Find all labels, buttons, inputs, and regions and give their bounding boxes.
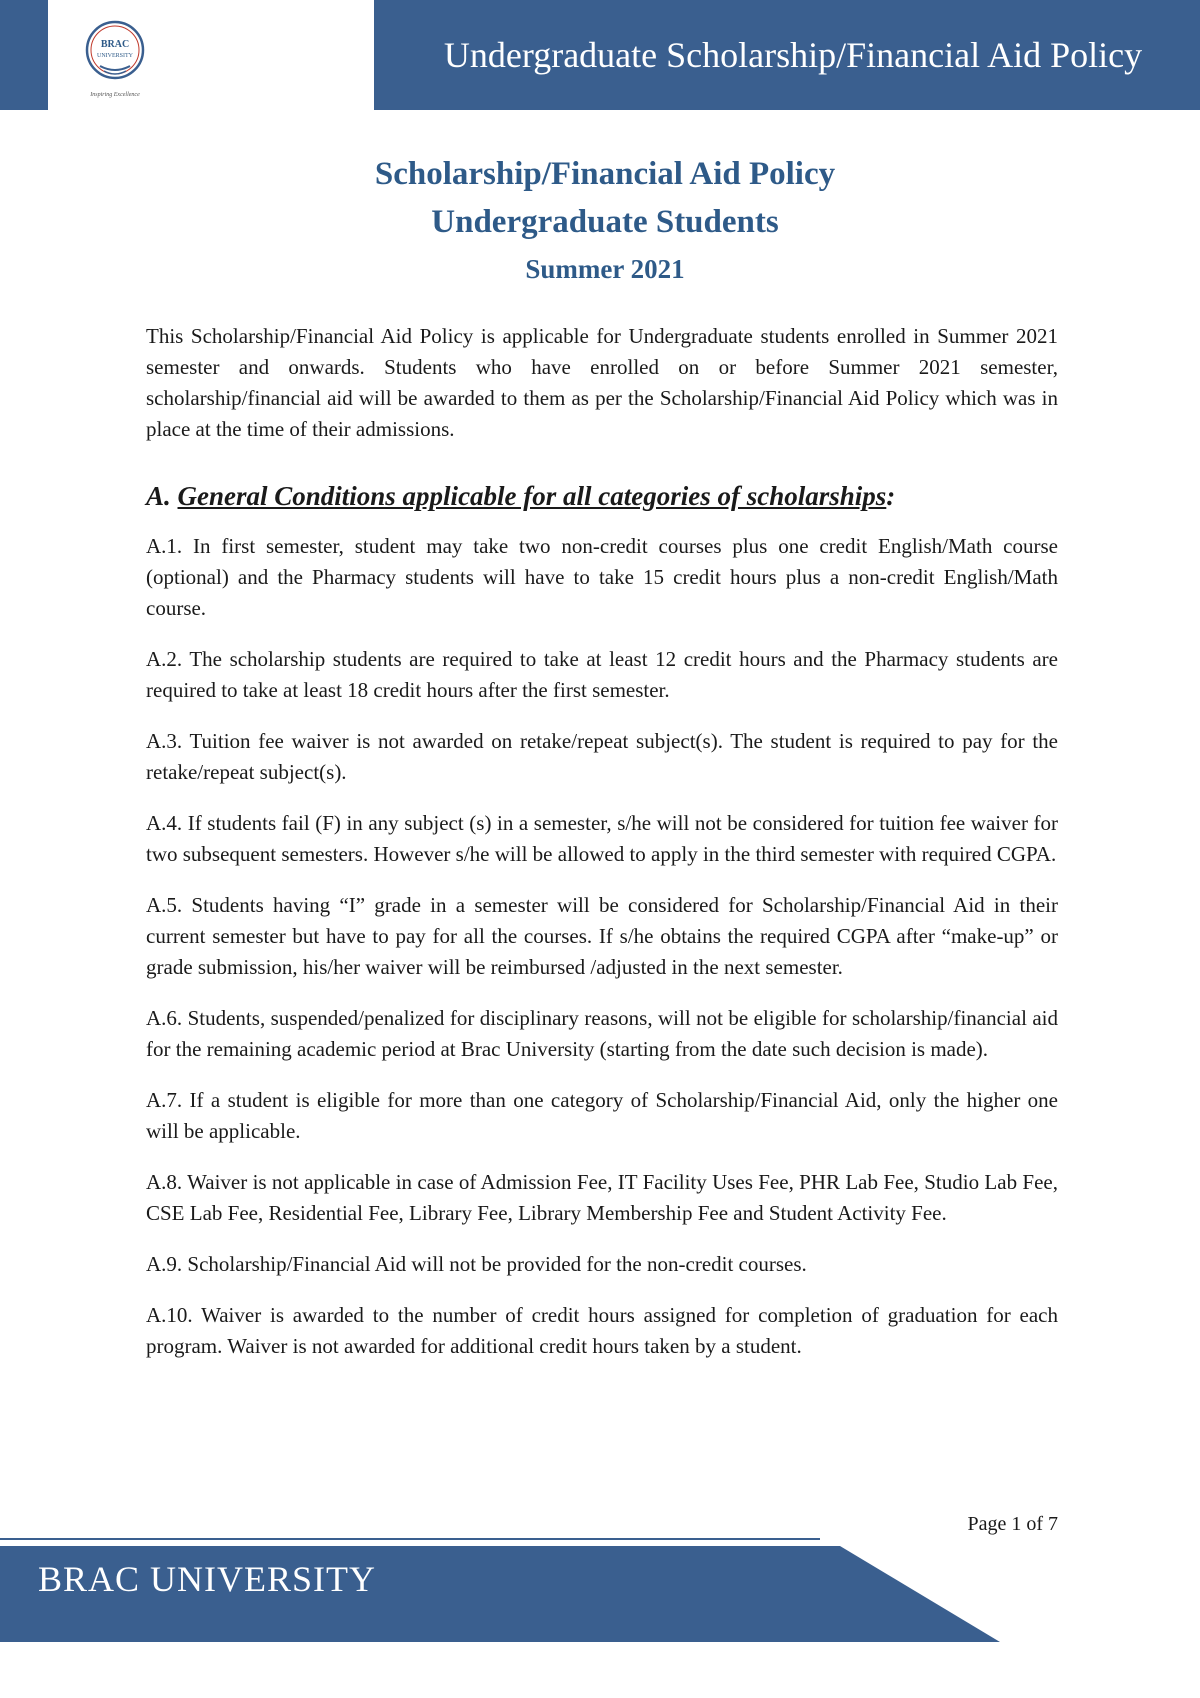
footer-university-name: BRAC UNIVERSITY bbox=[38, 1559, 377, 1599]
intro-paragraph: This Scholarship/Financial Aid Policy is applicable for Undergraduate students enrolled in Summer 2021 semester and onwards. Students who have enrolled on or before Summer 2021 semester, scholarship/financial aid will be awarded to them as per the Scholarship/Financial Aid Policy which was in place at the time of their admissions. bbox=[146, 324, 1058, 441]
document-subtitle: Undergraduate Students bbox=[431, 204, 779, 240]
clause-a9: A.9. Scholarship/Financial Aid will not be provided for the non-credit courses. bbox=[146, 1252, 807, 1276]
clause-a5: A.5. Students having “I” grade in a semester will be considered for Scholarship/Financial Aid in their current semester but have to pay for all the courses. If s/he obtains the required CGPA after “make-up” or grade submission, his/her waiver will be reimbursed /adjusted in the next semester. bbox=[146, 893, 1058, 979]
document-title-block bbox=[0, 150, 1200, 292]
logo-text-top: BRAC bbox=[100, 39, 130, 50]
logo-tagline: Inspiring Excellence bbox=[90, 92, 140, 98]
page-number: Page 1 of 7 bbox=[967, 1513, 1058, 1535]
document-title: Scholarship/Financial Aid Policy bbox=[374, 156, 836, 192]
section-a-title: General Conditions applicable for all categories of scholarships bbox=[177, 481, 887, 511]
clause-a3: A.3. Tuition fee waiver is not awarded on retake/repeat subject(s). The student is required to pay for the retake/repeat subject(s). bbox=[146, 729, 1058, 784]
clause-a8: A.8. Waiver is not applicable in case of Admission Fee, IT Facility Uses Fee, PHR Lab Fee, Studio Lab Fee, CSE Lab Fee, Residential Fee, Library Fee, Library Membership Fee and Student Activity Fee. bbox=[146, 1170, 1058, 1225]
section-a-heading bbox=[146, 479, 1058, 513]
document-term: Summer 2021 bbox=[525, 254, 685, 284]
clause-a2: A.2. The scholarship students are required to take at least 12 credit hours and the Pharmacy students are required to take at least 18 credit hours after the first semester. bbox=[146, 647, 1058, 702]
document-body bbox=[146, 321, 1058, 1382]
logo-text-bottom: UNIVERSITY bbox=[97, 53, 133, 59]
clause-a4: A.4. If students fail (F) in any subject (s) in a semester, s/he will not be considered for tuition fee waiver for two subsequent semesters. However s/he will be allowed to apply in the third semester with required CGPA. bbox=[146, 811, 1058, 866]
section-a-prefix: A. bbox=[146, 481, 171, 511]
clause-a7: A.7. If a student is eligible for more than one category of Scholarship/Financial Aid, only the higher one will be applicable. bbox=[146, 1088, 1058, 1143]
clause-a6: A.6. Students, suspended/penalized for disciplinary reasons, will not be eligible for scholarship/financial aid for the remaining academic period at Brac University (starting from the date such decision is made). bbox=[146, 1006, 1058, 1061]
clause-a10: A.10. Waiver is awarded to the number of credit hours assigned for completion of graduation for each program. Waiver is not awarded for additional credit hours taken by a student. bbox=[146, 1303, 1058, 1358]
header-band bbox=[374, 0, 1200, 110]
footer-divider bbox=[0, 1538, 820, 1540]
header-title: Undergraduate Scholarship/Financial Aid Policy bbox=[443, 35, 1143, 75]
clause-a1: A.1. In first semester, student may take two non-credit courses plus one credit English/Math course (optional) and the Pharmacy students will have to take 15 credit hours plus a non-credit English/Math course. bbox=[146, 534, 1058, 620]
header-left-bar bbox=[0, 0, 48, 110]
section-a-suffix: : bbox=[886, 481, 896, 511]
brac-university-logo bbox=[70, 14, 160, 104]
